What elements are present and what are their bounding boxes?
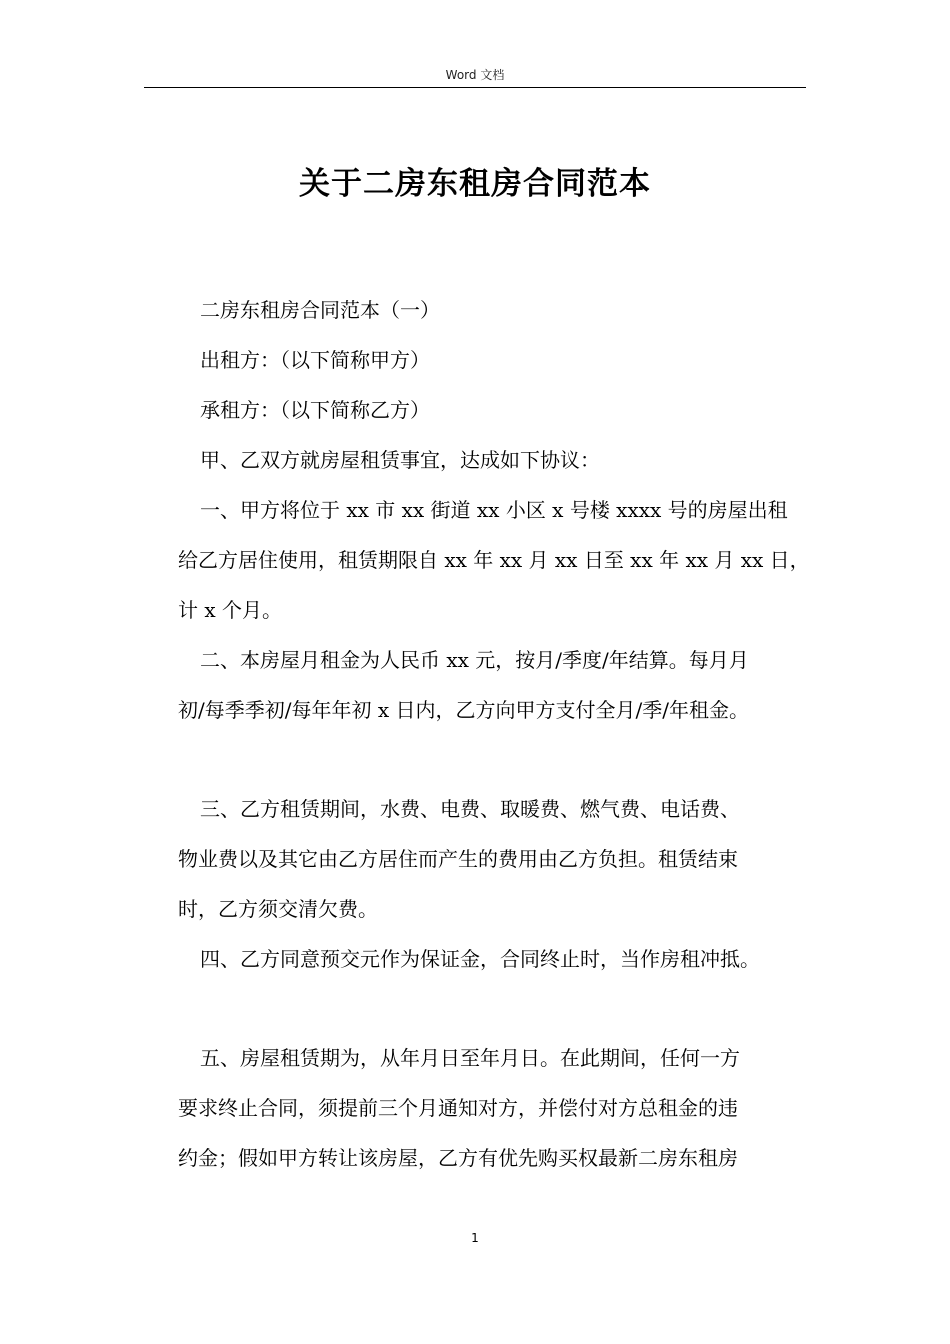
clause-4: 四、乙方同意预交元作为保证金，合同终止时，当作房租冲抵。 — [200, 947, 760, 971]
clause-2-line-2: 初/每季季初/每年年初 x 日内，乙方向甲方支付全月/季/年租金。 — [178, 698, 749, 722]
clause-5-line-2: 要求终止合同，须提前三个月通知对方，并偿付对方总租金的违 — [178, 1096, 738, 1120]
clause-5-line-3: 约金；假如甲方转让该房屋，乙方有优先购买权最新二房东租房 — [178, 1146, 738, 1170]
clause-3-line-3: 时，乙方须交清欠费。 — [178, 897, 378, 921]
clause-2-line-1: 二、本房屋月租金为人民币 xx 元，按月/季度/年结算。每月月 — [200, 648, 749, 672]
paragraph-lessee: 承租方：（以下简称乙方） — [200, 398, 430, 422]
document-title: 关于二房东租房合同范本 — [299, 166, 651, 202]
clause-1-line-1: 一、甲方将位于 xx 市 xx 街道 xx 小区 x 号楼 xxxx 号的房屋出租 — [200, 498, 788, 522]
paragraph-lessor: 出租方：（以下简称甲方） — [200, 348, 430, 372]
clause-1-line-2: 给乙方居住使用，租赁期限自 xx 年 xx 月 xx 日至 xx 年 xx 月 xx 日， — [178, 548, 810, 572]
clause-3-line-1: 三、乙方租赁期间，水费、电费、取暖费、燃气费、电话费、 — [200, 797, 740, 821]
page-number: 1 — [471, 1231, 479, 1245]
paragraph-contract-heading: 二房东租房合同范本（一） — [200, 298, 440, 322]
paragraph-agreement-intro: 甲、乙双方就房屋租赁事宜，达成如下协议： — [200, 448, 600, 472]
clause-5-line-1: 五、房屋租赁期为，从年月日至年月日。在此期间，任何一方 — [200, 1046, 740, 1070]
clause-3-line-2: 物业费以及其它由乙方居住而产生的费用由乙方负担。租赁结束 — [178, 847, 738, 871]
page-header-label: Word 文档 — [445, 68, 505, 82]
clause-1-line-3: 计 x 个月。 — [178, 598, 282, 622]
document-body — [178, 0, 818, 1344]
